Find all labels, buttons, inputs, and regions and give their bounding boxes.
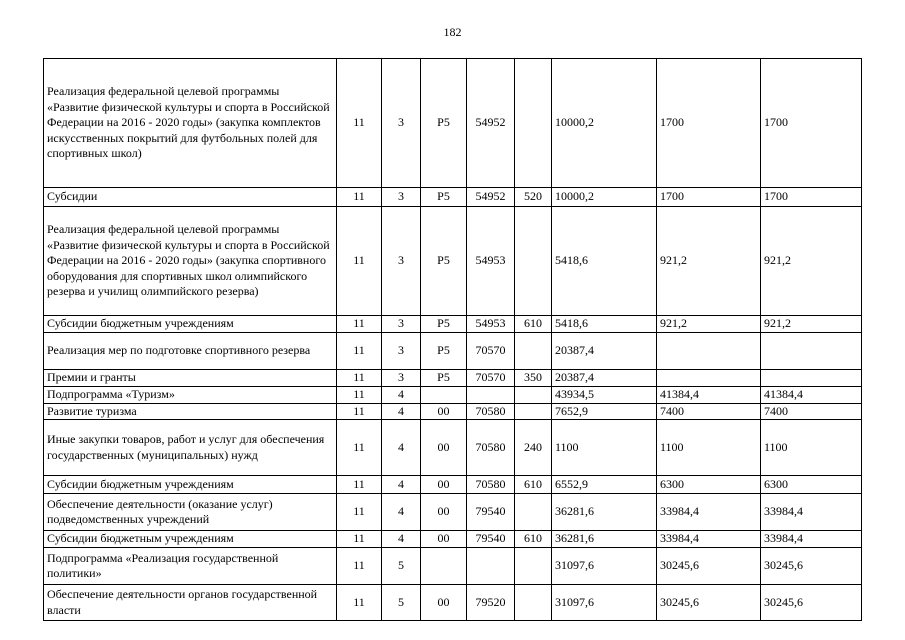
section-code: 11 [337,403,382,420]
amount-year-1: 10000,2 [552,188,657,207]
amount-year-3: 921,2 [761,207,862,316]
amount-year-2: 33984,4 [657,531,761,548]
table-row [44,370,862,387]
direction-code: 70580 [467,403,515,420]
amount-year-2 [657,333,761,370]
direction-code [467,387,515,404]
program-code: 00 [421,476,467,494]
amount-year-2: 921,2 [657,316,761,333]
subsection-code: 4 [382,403,421,420]
table-row [44,420,862,476]
item-name: Развитие туризма [44,403,337,420]
item-name: Реализация федеральной целевой программы «Развитие физической культуры и спорта в Российской Федерации на 2016 - 2020 годы» (закупка спортивного оборудования для спортивных школ олимпийского резерва и училищ олимпийского резерва) [44,207,337,316]
section-code: 11 [337,476,382,494]
direction-code: 70580 [467,420,515,476]
amount-year-2: 921,2 [657,207,761,316]
amount-year-3: 921,2 [761,316,862,333]
expense-type-code [515,207,552,316]
expense-type-code: 610 [515,476,552,494]
program-code: 00 [421,494,467,531]
table-row [44,333,862,370]
section-code: 11 [337,548,382,585]
subsection-code: 3 [382,207,421,316]
amount-year-2 [657,370,761,387]
direction-code: 79540 [467,494,515,531]
amount-year-3: 30245,6 [761,548,862,585]
amount-year-3: 33984,4 [761,531,862,548]
amount-year-3: 1700 [761,188,862,207]
direction-code: 79520 [467,585,515,621]
section-code: 11 [337,370,382,387]
subsection-code: 4 [382,494,421,531]
page-number: 182 [443,25,462,39]
section-code: 11 [337,420,382,476]
item-name: Иные закупки товаров, работ и услуг для обеспечения государственных (муниципальных) нужд [44,420,337,476]
direction-code [467,548,515,585]
amount-year-2: 1700 [657,188,761,207]
item-name: Субсидии бюджетным учреждениям [44,476,337,494]
item-name: Субсидии бюджетным учреждениям [44,531,337,548]
subsection-code: 4 [382,531,421,548]
amount-year-3: 7400 [761,403,862,420]
table-row [44,387,862,404]
subsection-code: 5 [382,585,421,621]
section-code: 11 [337,387,382,404]
expense-type-code [515,387,552,404]
program-code: 00 [421,403,467,420]
amount-year-2: 41384,4 [657,387,761,404]
expense-type-code: 520 [515,188,552,207]
section-code: 11 [337,531,382,548]
amount-year-1: 20387,4 [552,370,657,387]
item-name: Реализация мер по подготовке спортивного резерва [44,333,337,370]
section-code: 11 [337,494,382,531]
program-code: Р5 [421,207,467,316]
program-code: Р5 [421,188,467,207]
direction-code: 54953 [467,207,515,316]
item-name: Подпрограмма «Реализация государственной политики» [44,548,337,585]
expense-type-code [515,333,552,370]
amount-year-2: 1700 [657,59,761,188]
expense-type-code [515,403,552,420]
program-code: Р5 [421,316,467,333]
expense-type-code [515,585,552,621]
table-row [44,548,862,585]
amount-year-1: 43934,5 [552,387,657,404]
subsection-code: 4 [382,476,421,494]
expense-type-code [515,494,552,531]
amount-year-1: 10000,2 [552,59,657,188]
amount-year-1: 31097,6 [552,585,657,621]
table-row [44,585,862,621]
section-code: 11 [337,207,382,316]
amount-year-3: 33984,4 [761,494,862,531]
amount-year-2: 1100 [657,420,761,476]
item-name: Обеспечение деятельности (оказание услуг) подведомственных учреждений [44,494,337,531]
table-row [44,476,862,494]
subsection-code: 4 [382,387,421,404]
subsection-code: 4 [382,420,421,476]
amount-year-1: 5418,6 [552,316,657,333]
item-name: Премии и гранты [44,370,337,387]
item-name: Обеспечение деятельности органов государственной власти [44,585,337,621]
program-code: Р5 [421,333,467,370]
amount-year-1: 31097,6 [552,548,657,585]
amount-year-2: 7400 [657,403,761,420]
section-code: 11 [337,333,382,370]
program-code [421,548,467,585]
budget-table [43,58,862,621]
expense-type-code: 610 [515,531,552,548]
table-row [44,403,862,420]
amount-year-3 [761,370,862,387]
direction-code: 54953 [467,316,515,333]
section-code: 11 [337,59,382,188]
subsection-code: 3 [382,188,421,207]
table-row [44,59,862,188]
table-body [44,59,862,621]
amount-year-2: 33984,4 [657,494,761,531]
section-code: 11 [337,585,382,621]
program-code: 00 [421,585,467,621]
direction-code: 70570 [467,370,515,387]
expense-type-code: 610 [515,316,552,333]
amount-year-1: 20387,4 [552,333,657,370]
subsection-code: 5 [382,548,421,585]
subsection-code: 3 [382,316,421,333]
item-name: Субсидии бюджетным учреждениям [44,316,337,333]
amount-year-3: 1100 [761,420,862,476]
expense-type-code [515,548,552,585]
direction-code: 54952 [467,59,515,188]
section-code: 11 [337,316,382,333]
amount-year-2: 30245,6 [657,585,761,621]
amount-year-3: 1700 [761,59,862,188]
amount-year-3 [761,333,862,370]
program-code: Р5 [421,370,467,387]
amount-year-1: 36281,6 [552,531,657,548]
amount-year-2: 30245,6 [657,548,761,585]
amount-year-2: 6300 [657,476,761,494]
amount-year-1: 7652,9 [552,403,657,420]
table-row [44,494,862,531]
table-row [44,531,862,548]
program-code [421,387,467,404]
amount-year-1: 6552,9 [552,476,657,494]
table-row [44,207,862,316]
section-code: 11 [337,188,382,207]
expense-type-code: 240 [515,420,552,476]
program-code: 00 [421,531,467,548]
amount-year-3: 30245,6 [761,585,862,621]
direction-code: 79540 [467,531,515,548]
expense-type-code [515,59,552,188]
amount-year-1: 5418,6 [552,207,657,316]
item-name: Реализация федеральной целевой программы «Развитие физической культуры и спорта в Российской Федерации на 2016 - 2020 годы» (закупка комплектов искусственных покрытий для футбольных полей для спортивных школ) [44,59,337,188]
item-name: Субсидии [44,188,337,207]
subsection-code: 3 [382,370,421,387]
subsection-code: 3 [382,59,421,188]
direction-code: 70580 [467,476,515,494]
amount-year-3: 6300 [761,476,862,494]
amount-year-1: 36281,6 [552,494,657,531]
table-row [44,316,862,333]
amount-year-3: 41384,4 [761,387,862,404]
table-row [44,188,862,207]
program-code: 00 [421,420,467,476]
direction-code: 54952 [467,188,515,207]
expense-type-code: 350 [515,370,552,387]
amount-year-1: 1100 [552,420,657,476]
program-code: Р5 [421,59,467,188]
direction-code: 70570 [467,333,515,370]
subsection-code: 3 [382,333,421,370]
item-name: Подпрограмма «Туризм» [44,387,337,404]
